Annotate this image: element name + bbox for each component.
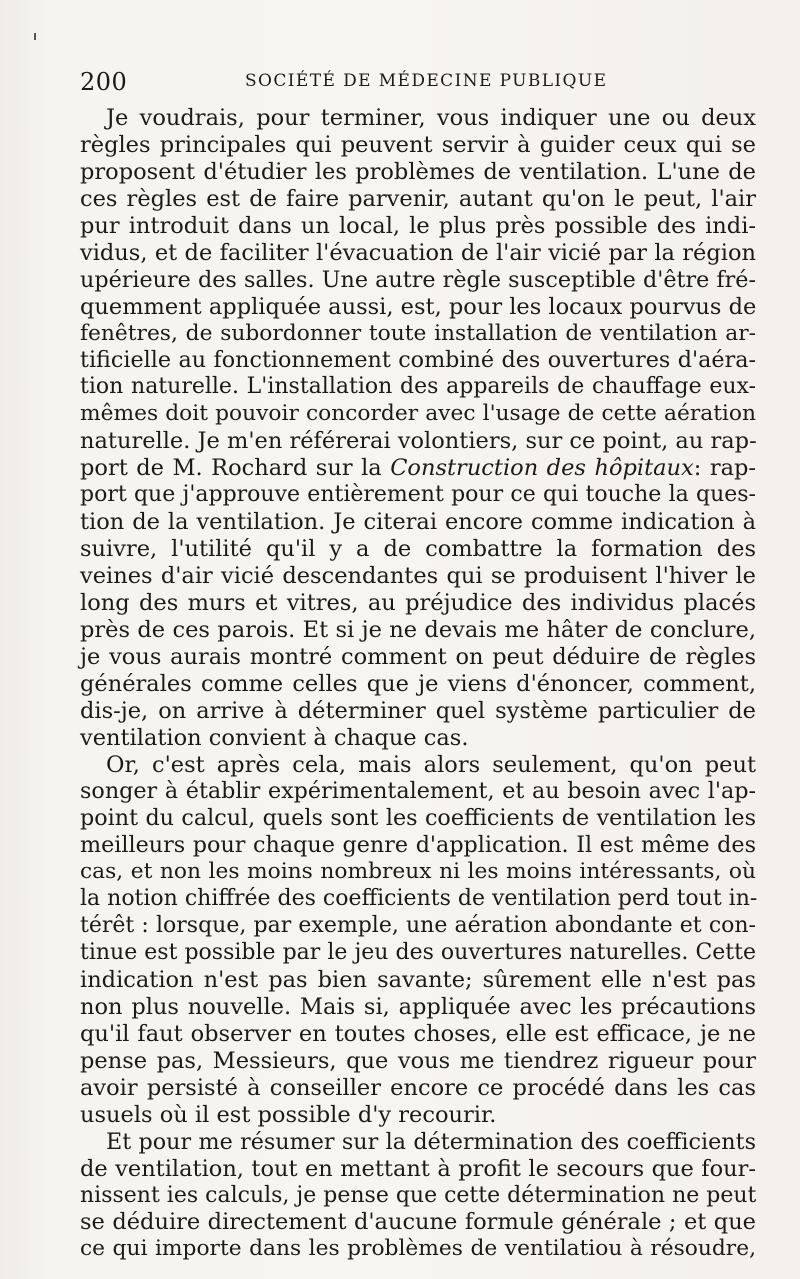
text-line: vidus, et de faciliter l'évacuation de l'air vicié par la région [80, 239, 756, 266]
page-number: 200 [80, 68, 128, 96]
text-line: ces règles est de faire parvenir, autant qu'on le peut, l'air [80, 185, 756, 212]
text-line: pur introduit dans un local, le plus près possible des indi- [80, 212, 756, 239]
text-line: upérieure des salles. Une autre règle susceptible d'être fré- [80, 266, 756, 293]
text-line: de ventilation, tout en mettant à profit le secours que four- [80, 1155, 756, 1182]
text-line: ventilation convient à chaque cas. [80, 724, 469, 751]
text-line: nissent ies calculs, je pense que cette détermination ne peut [80, 1182, 757, 1208]
page-header [80, 68, 770, 102]
text-line: quemment appliquée aussi, est, pour les locaux pourvus de [80, 293, 757, 320]
text-line: ce qui importe dans les problèmes de ventilatiou à résoudre, [80, 1236, 756, 1262]
text-line: naturelle. Je m'en référerai volontiers, sur ce point, au rap- [80, 428, 757, 455]
text-line: usuels où il est possible d'y recourir. [80, 1101, 497, 1128]
text-line: port que j'approuve entièrement pour ce qui touche la ques- [80, 482, 756, 508]
italic-title: Construction des hôpitaux [390, 455, 694, 482]
text-line: mêmes doit pouvoir concorder avec l'usage de cette aération [80, 401, 756, 427]
text-line: port de M. Rochard sur la Construction des hôpitaux: rap- [80, 455, 756, 482]
text-line: cas, et non les moins nombreux ni les moins intéressants, où [80, 859, 756, 885]
text-line: qu'il faut observer en toutes choses, elle est efficace, je ne [80, 1020, 756, 1047]
text-line: fenêtres, de subordonner toute installation de ventilation ar- [80, 320, 756, 346]
text-line: meilleurs pour chaque genre d'application. Il est même des [80, 832, 756, 859]
text-line: pense pas, Messieurs, que vous me tiendrez rigueur pour [80, 1047, 756, 1074]
text-line: près de ces parois. Et si je ne devais me hâter de conclure, [80, 616, 756, 643]
running-head: SOCIÉTÉ DE MÉDECINE PUBLIQUE [245, 71, 608, 91]
text-line: suivre, l'utilité qu'il y a de combattre la formation des [80, 536, 756, 562]
text-line: songer à établir expérimentalement, et au besoin avec l'ap- [80, 778, 756, 805]
text-line: point du calcul, quels sont les coefficients de ventilation les [80, 805, 756, 832]
text-line: dis-je, on arrive à déterminer quel système particulier de [80, 697, 756, 724]
text-line: Je voudrais, pour terminer, vous indiquer une ou deux [106, 105, 756, 131]
text-line: tion naturelle. L'installation des appareils de chauffage eux- [80, 374, 756, 400]
text-line: tion de la ventilation. Je citerai encore comme indication à [80, 509, 756, 536]
text-line: indication n'est pas bien savante; sûrement elle n'est pas [80, 967, 756, 993]
text-line: règles principales qui peuvent servir à guider ceux qui se [80, 131, 756, 158]
text-line: tinue est possible par le jeu des ouvertures naturelles. Cette [80, 940, 756, 966]
text-line: proposent d'étudier les problèmes de ventilation. L'une de [80, 158, 756, 185]
text-line: Et pour me résumer sur la détermination des coefficients [106, 1128, 756, 1155]
text-line: avoir persisté à conseiller encore ce procédé dans les cas [80, 1074, 756, 1101]
text-line: long des murs et vitres, au préjudice des individus placés [80, 589, 756, 616]
text-line: tificielle au fonctionnement combiné des ouvertures d'aéra- [80, 347, 756, 374]
text-line: térêt : lorsque, par exemple, une aération abondante et con- [80, 913, 756, 939]
text-line: la notion chiffrée des coefficients de ventilation perd tout in- [80, 886, 758, 912]
text-line: générales comme celles que je viens d'énoncer, comment, [80, 670, 756, 697]
text-line: je vous aurais montré comment on peut déduire de règles [80, 643, 756, 670]
margin-mark [34, 33, 36, 40]
text-line: veines d'air vicié descendantes qui se produisent l'hiver le [80, 562, 756, 589]
text-line: non plus nouvelle. Mais si, appliquée avec les précautions [80, 993, 756, 1020]
body-text [80, 105, 756, 1263]
text-line: se déduire directement d'aucune formule générale ; et que [80, 1209, 756, 1236]
text-line: Or, c'est après cela, mais alors seulement, qu'on peut [106, 751, 756, 778]
